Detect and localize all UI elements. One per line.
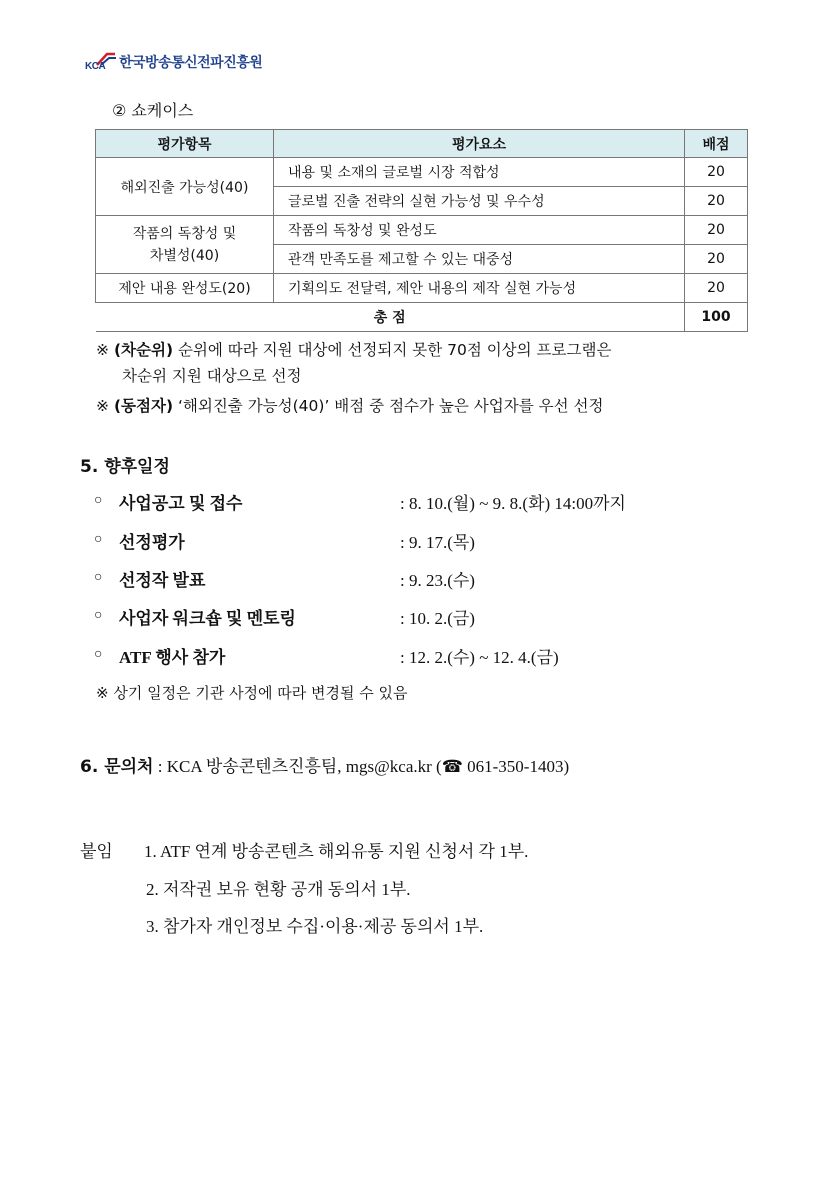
note-text: ‘해외진출 가능성(40)’ 배점 중 점수가 높은 사업자를 우선 선정 <box>173 397 604 415</box>
bullet-icon: ○ <box>94 647 103 662</box>
contact-heading: 6. 문의처 <box>80 757 154 777</box>
schedule-label: ATF 행사 참가 <box>119 648 226 667</box>
element-cell: 글로벌 진출 전략의 실현 가능성 및 우수성 <box>274 187 685 216</box>
contact-line <box>80 752 569 777</box>
element-cell: 작품의 독창성 및 완성도 <box>274 216 685 245</box>
attachments-label: 붙임 <box>80 842 113 862</box>
schedule-label: 사업공고 및 접수 <box>119 494 243 513</box>
schedule-value: : 8. 10.(월) ~ 9. 8.(화) 14:00까지 <box>400 494 626 513</box>
attachment-item: 2. 저작권 보유 현황 공개 동의서 1부. <box>146 880 411 899</box>
category-cell: 제안 내용 완성도(20) <box>96 274 274 303</box>
schedule-value: : 10. 2.(금) <box>400 609 475 628</box>
element-cell: 관객 만족도를 제고할 수 있는 대중성 <box>274 245 685 274</box>
header-logo <box>85 52 262 72</box>
total-score: 100 <box>685 303 748 332</box>
bullet-icon: ○ <box>94 570 103 585</box>
org-name: 한국방송통신전파진흥원 <box>119 55 263 71</box>
schedule-value: : 12. 2.(수) ~ 12. 4.(금) <box>400 648 559 667</box>
note-1-continued: 차순위 지원 대상으로 선정 <box>122 367 302 385</box>
header-score: 배점 <box>685 130 748 158</box>
score-cell: 20 <box>685 187 748 216</box>
list-item <box>0 489 835 515</box>
table-row <box>96 274 748 303</box>
schedule-value: : 9. 17.(목) <box>400 533 475 552</box>
list-item <box>0 604 835 630</box>
total-label: 총 점 <box>96 303 685 332</box>
logo-abbr: KCA <box>85 61 106 72</box>
list-item <box>0 528 835 554</box>
note-keyword: (차순위) <box>113 341 174 359</box>
header-element: 평가요소 <box>274 130 685 158</box>
list-item <box>0 643 835 669</box>
schedule-label: 선정평가 <box>119 533 185 552</box>
bullet-icon: ○ <box>94 532 103 547</box>
bullet-icon: ○ <box>94 493 103 508</box>
schedule-note: ※ 상기 일정은 기관 사정에 따라 변경될 수 있음 <box>96 684 408 702</box>
schedule-label: 사업자 워크숍 및 멘토링 <box>119 609 296 628</box>
note-text: 순위에 따라 지원 대상에 선정되지 못한 70점 이상의 프로그램은 <box>173 341 612 359</box>
total-row <box>96 303 748 332</box>
note-keyword: (동점자) <box>113 397 174 415</box>
bullet-icon: ○ <box>94 608 103 623</box>
score-cell: 20 <box>685 274 748 303</box>
note-mark: ※ <box>96 341 109 359</box>
score-cell: 20 <box>685 158 748 187</box>
table-row <box>96 216 748 245</box>
category-cell: 작품의 독창성 및 차별성(40) <box>96 216 274 274</box>
table-header-row <box>96 130 748 158</box>
score-cell: 20 <box>685 245 748 274</box>
kca-logo-icon <box>85 52 115 72</box>
schedule-label: 선정작 발표 <box>119 571 206 590</box>
attachment-item: 3. 참가자 개인정보 수집·이용·제공 동의서 1부. <box>146 917 484 936</box>
element-cell: 내용 및 소재의 글로벌 시장 적합성 <box>274 158 685 187</box>
table-row <box>96 158 748 187</box>
showcase-title: ② 쇼케이스 <box>112 101 194 120</box>
list-item <box>0 566 835 592</box>
note-2 <box>96 393 766 419</box>
attachment-item: 1. ATF 연계 방송콘텐츠 해외유통 지원 신청서 각 1부. <box>144 842 529 861</box>
note-1 <box>96 337 766 363</box>
header-category: 평가항목 <box>96 130 274 158</box>
note-mark: ※ <box>96 397 109 415</box>
category-cell: 해외진출 가능성(40) <box>96 158 274 216</box>
evaluation-table <box>95 129 748 332</box>
score-cell: 20 <box>685 216 748 245</box>
schedule-value: : 9. 23.(수) <box>400 571 475 590</box>
contact-text: : KCA 방송콘텐츠진흥팀, mgs@kca.kr (☎ 061-350-1403) <box>153 757 570 776</box>
element-cell: 기획의도 전달력, 제안 내용의 제작 실현 가능성 <box>274 274 685 303</box>
schedule-heading: 5. 향후일정 <box>80 457 170 477</box>
